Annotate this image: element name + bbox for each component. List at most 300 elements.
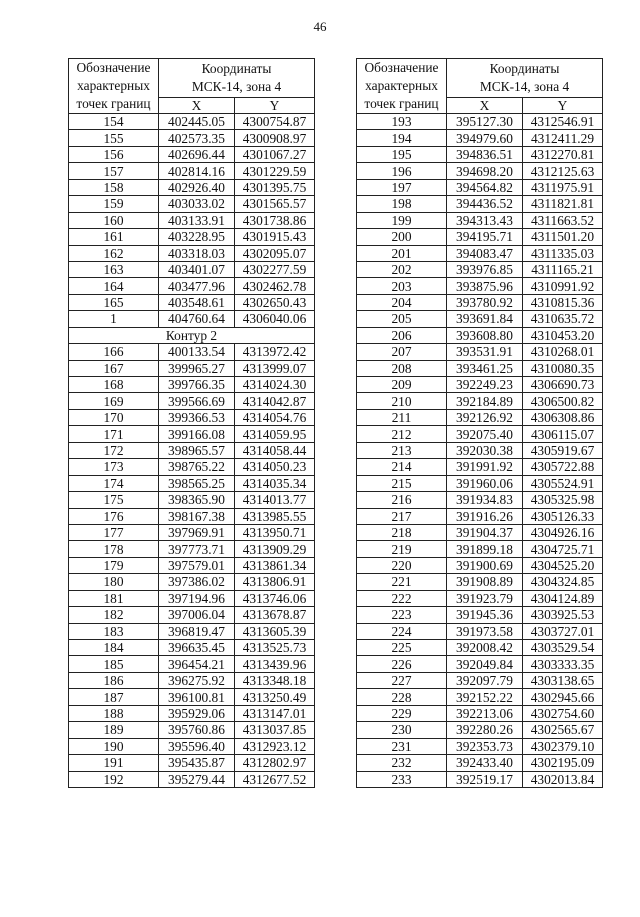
point-number-cell: 229 (357, 705, 447, 721)
x-header: X (447, 97, 523, 113)
table-row (357, 574, 603, 590)
point-number-cell: 199 (357, 212, 447, 228)
point-number-cell: 226 (357, 656, 447, 672)
point-number-cell: 159 (69, 196, 159, 212)
point-number-cell: 169 (69, 393, 159, 409)
point-number-cell: 162 (69, 245, 159, 261)
y-coordinate-cell: 4302945.66 (523, 689, 603, 705)
y-coordinate-cell: 4305524.91 (523, 475, 603, 491)
table-row (357, 311, 603, 327)
y-coordinate-cell: 4314050.23 (235, 459, 315, 475)
x-coordinate-cell: 398765.22 (159, 459, 235, 475)
table-row (69, 557, 315, 573)
y-coordinate-cell: 4313746.06 (235, 590, 315, 606)
point-number-cell: 213 (357, 442, 447, 458)
y-coordinate-cell: 4314059.95 (235, 426, 315, 442)
y-coordinate-cell: 4312923.12 (235, 738, 315, 754)
x-coordinate-cell: 393875.96 (447, 278, 523, 294)
table-row (69, 360, 315, 376)
table-row (69, 294, 315, 310)
y-coordinate-cell: 4305919.67 (523, 442, 603, 458)
point-number-cell: 215 (357, 475, 447, 491)
y-header: Y (235, 97, 315, 113)
header-line: характерных (365, 78, 438, 93)
table-row (69, 212, 315, 228)
x-coordinate-cell: 395127.30 (447, 114, 523, 130)
point-number-cell: 230 (357, 722, 447, 738)
point-number-cell: 193 (357, 114, 447, 130)
y-coordinate-cell: 4302650.43 (235, 294, 315, 310)
x-coordinate-cell: 395929.06 (159, 705, 235, 721)
y-coordinate-cell: 4313806.91 (235, 574, 315, 590)
table-row (69, 409, 315, 425)
point-number-cell: 185 (69, 656, 159, 672)
point-number-cell: 195 (357, 146, 447, 162)
point-number-cell: 201 (357, 245, 447, 261)
point-number-cell: 217 (357, 508, 447, 524)
table-row (69, 574, 315, 590)
point-number-cell: 216 (357, 492, 447, 508)
x-coordinate-cell: 396819.47 (159, 623, 235, 639)
table-row (69, 623, 315, 639)
table-row (357, 722, 603, 738)
y-coordinate-cell: 4312802.97 (235, 755, 315, 771)
header-line: Координаты (489, 60, 560, 76)
point-number-cell: 209 (357, 377, 447, 393)
point-number-cell: 155 (69, 130, 159, 146)
x-coordinate-cell: 394083.47 (447, 245, 523, 261)
x-coordinate-cell: 398167.38 (159, 508, 235, 524)
y-coordinate-cell: 4311501.20 (523, 229, 603, 245)
x-coordinate-cell: 392184.89 (447, 393, 523, 409)
x-coordinate-cell: 394979.60 (447, 130, 523, 146)
table-row (357, 442, 603, 458)
x-coordinate-cell: 391916.26 (447, 508, 523, 524)
table-row (357, 426, 603, 442)
point-number-cell: 187 (69, 689, 159, 705)
table-row (69, 755, 315, 771)
point-number-cell: 208 (357, 360, 447, 376)
table-row (357, 212, 603, 228)
x-coordinate-cell: 392353.73 (447, 738, 523, 754)
y-coordinate-cell: 4304324.85 (523, 574, 603, 590)
point-number-cell: 182 (69, 607, 159, 623)
point-number-cell: 204 (357, 294, 447, 310)
section-row (69, 327, 315, 343)
point-number-cell: 220 (357, 557, 447, 573)
point-number-cell: 173 (69, 459, 159, 475)
point-number-cell: 163 (69, 261, 159, 277)
y-coordinate-cell: 4310268.01 (523, 344, 603, 360)
y-coordinate-cell: 4301067.27 (235, 146, 315, 162)
x-coordinate-cell: 392030.38 (447, 442, 523, 458)
y-coordinate-cell: 4302013.84 (523, 771, 603, 787)
x-coordinate-cell: 403033.02 (159, 196, 235, 212)
y-coordinate-cell: 4314035.34 (235, 475, 315, 491)
point-number-cell: 158 (69, 179, 159, 195)
x-coordinate-cell: 394436.52 (447, 196, 523, 212)
point-number-cell: 211 (357, 409, 447, 425)
y-coordinate-cell: 4301395.75 (235, 179, 315, 195)
y-coordinate-cell: 4313985.55 (235, 508, 315, 524)
point-number-cell: 175 (69, 492, 159, 508)
y-coordinate-cell: 4304124.89 (523, 590, 603, 606)
x-coordinate-cell: 399166.08 (159, 426, 235, 442)
x-coordinate-cell: 394698.20 (447, 163, 523, 179)
table-row (69, 705, 315, 721)
point-number-cell: 223 (357, 607, 447, 623)
y-coordinate-cell: 4304926.16 (523, 524, 603, 540)
table-row (69, 229, 315, 245)
point-designation-header (357, 59, 447, 114)
y-coordinate-cell: 4302754.60 (523, 705, 603, 721)
point-number-cell: 166 (69, 344, 159, 360)
x-header: X (159, 97, 235, 113)
y-coordinate-cell: 4301229.59 (235, 163, 315, 179)
table-row (69, 278, 315, 294)
coordinates-table-left (68, 58, 315, 788)
point-number-cell: 1 (69, 311, 159, 327)
header-line: точек границ (76, 96, 151, 111)
x-coordinate-cell: 398365.90 (159, 492, 235, 508)
header-line: МСК-14, зона 4 (191, 78, 282, 94)
point-number-cell: 174 (69, 475, 159, 491)
y-coordinate-cell: 4302462.78 (235, 278, 315, 294)
y-coordinate-cell: 4313439.96 (235, 656, 315, 672)
table-row (357, 590, 603, 606)
x-coordinate-cell: 392249.23 (447, 377, 523, 393)
table-row (357, 705, 603, 721)
x-coordinate-cell: 391899.18 (447, 541, 523, 557)
y-coordinate-cell: 4302095.07 (235, 245, 315, 261)
y-coordinate-cell: 4311335.03 (523, 245, 603, 261)
x-coordinate-cell: 392126.92 (447, 409, 523, 425)
x-coordinate-cell: 393976.85 (447, 261, 523, 277)
x-coordinate-cell: 391923.79 (447, 590, 523, 606)
y-coordinate-cell: 4313147.01 (235, 705, 315, 721)
coordinates-header (447, 59, 603, 98)
y-coordinate-cell: 4312677.52 (235, 771, 315, 787)
table-row (69, 508, 315, 524)
x-coordinate-cell: 392075.40 (447, 426, 523, 442)
y-coordinate-cell: 4313037.85 (235, 722, 315, 738)
table-row (69, 311, 315, 327)
point-number-cell: 231 (357, 738, 447, 754)
y-coordinate-cell: 4306308.86 (523, 409, 603, 425)
y-coordinate-cell: 4302277.59 (235, 261, 315, 277)
table-row (69, 607, 315, 623)
table-row (69, 261, 315, 277)
table-row (357, 771, 603, 787)
table-row (69, 442, 315, 458)
x-coordinate-cell: 393461.25 (447, 360, 523, 376)
table-row (69, 245, 315, 261)
y-coordinate-cell: 4313972.42 (235, 344, 315, 360)
x-coordinate-cell: 399965.27 (159, 360, 235, 376)
x-coordinate-cell: 402445.05 (159, 114, 235, 130)
table-row (357, 656, 603, 672)
point-number-cell: 200 (357, 229, 447, 245)
y-coordinate-cell: 4304525.20 (523, 557, 603, 573)
table-row (69, 426, 315, 442)
table-row (357, 459, 603, 475)
table-row (357, 689, 603, 705)
page-number: 46 (313, 19, 327, 34)
x-coordinate-cell: 392152.22 (447, 689, 523, 705)
y-coordinate-cell: 4300908.97 (235, 130, 315, 146)
point-number-cell: 218 (357, 524, 447, 540)
table-row (69, 393, 315, 409)
y-coordinate-cell: 4314024.30 (235, 377, 315, 393)
point-number-cell: 212 (357, 426, 447, 442)
x-coordinate-cell: 398565.25 (159, 475, 235, 491)
point-number-cell: 172 (69, 442, 159, 458)
y-coordinate-cell: 4303333.35 (523, 656, 603, 672)
coordinates-table-right (356, 58, 603, 788)
point-number-cell: 176 (69, 508, 159, 524)
y-coordinate-cell: 4310991.92 (523, 278, 603, 294)
y-coordinate-cell: 4310453.20 (523, 327, 603, 343)
x-coordinate-cell: 402696.44 (159, 146, 235, 162)
point-number-cell: 224 (357, 623, 447, 639)
x-coordinate-cell: 394564.82 (447, 179, 523, 195)
table-row (69, 344, 315, 360)
x-coordinate-cell: 394836.51 (447, 146, 523, 162)
x-coordinate-cell: 399366.53 (159, 409, 235, 425)
x-coordinate-cell: 391934.83 (447, 492, 523, 508)
table-row (357, 179, 603, 195)
x-coordinate-cell: 396275.92 (159, 672, 235, 688)
y-coordinate-cell: 4312546.91 (523, 114, 603, 130)
table-row (69, 492, 315, 508)
x-coordinate-cell: 397194.96 (159, 590, 235, 606)
table-row (357, 377, 603, 393)
x-coordinate-cell: 392280.26 (447, 722, 523, 738)
table-row (69, 377, 315, 393)
point-number-cell: 232 (357, 755, 447, 771)
table-row (69, 771, 315, 787)
x-coordinate-cell: 397773.71 (159, 541, 235, 557)
table-row (357, 261, 603, 277)
x-coordinate-cell: 393780.92 (447, 294, 523, 310)
point-number-cell: 160 (69, 212, 159, 228)
x-coordinate-cell: 391908.89 (447, 574, 523, 590)
header-line: Обозначение (76, 60, 151, 75)
y-coordinate-cell: 4310080.35 (523, 360, 603, 376)
x-coordinate-cell: 393531.91 (447, 344, 523, 360)
point-number-cell: 186 (69, 672, 159, 688)
table-row (357, 294, 603, 310)
x-coordinate-cell: 397386.02 (159, 574, 235, 590)
y-coordinate-cell: 4311975.91 (523, 179, 603, 195)
y-coordinate-cell: 4304725.71 (523, 541, 603, 557)
point-number-cell: 207 (357, 344, 447, 360)
table-row (69, 196, 315, 212)
table-row (357, 623, 603, 639)
y-coordinate-cell: 4302379.10 (523, 738, 603, 754)
x-coordinate-cell: 403548.61 (159, 294, 235, 310)
y-coordinate-cell: 4303925.53 (523, 607, 603, 623)
x-coordinate-cell: 391973.58 (447, 623, 523, 639)
y-coordinate-cell: 4303529.54 (523, 640, 603, 656)
x-coordinate-cell: 398965.57 (159, 442, 235, 458)
point-number-cell: 191 (69, 755, 159, 771)
point-number-cell: 203 (357, 278, 447, 294)
point-number-cell: 202 (357, 261, 447, 277)
coordinates-header (159, 59, 315, 98)
y-coordinate-cell: 4302565.67 (523, 722, 603, 738)
y-coordinate-cell: 4314013.77 (235, 492, 315, 508)
table-row (357, 278, 603, 294)
table-row (357, 393, 603, 409)
x-coordinate-cell: 404760.64 (159, 311, 235, 327)
point-number-cell: 170 (69, 409, 159, 425)
point-number-cell: 197 (357, 179, 447, 195)
x-coordinate-cell: 391991.92 (447, 459, 523, 475)
table-row (357, 130, 603, 146)
x-coordinate-cell: 391904.37 (447, 524, 523, 540)
point-number-cell: 233 (357, 771, 447, 787)
table-row (69, 475, 315, 491)
table-row (69, 656, 315, 672)
point-number-cell: 168 (69, 377, 159, 393)
point-number-cell: 180 (69, 574, 159, 590)
y-coordinate-cell: 4303138.65 (523, 672, 603, 688)
table-row (69, 590, 315, 606)
header-line: точек границ (364, 96, 439, 111)
point-number-cell: 228 (357, 689, 447, 705)
table-row (69, 163, 315, 179)
table-row (357, 640, 603, 656)
table-row (357, 524, 603, 540)
point-number-cell: 188 (69, 705, 159, 721)
point-number-cell: 156 (69, 146, 159, 162)
y-coordinate-cell: 4311821.81 (523, 196, 603, 212)
point-number-cell: 189 (69, 722, 159, 738)
x-coordinate-cell: 400133.54 (159, 344, 235, 360)
point-number-cell: 194 (357, 130, 447, 146)
y-coordinate-cell: 4300754.87 (235, 114, 315, 130)
point-number-cell: 196 (357, 163, 447, 179)
table-row (357, 196, 603, 212)
point-number-cell: 184 (69, 640, 159, 656)
table-row (69, 524, 315, 540)
x-coordinate-cell: 394313.43 (447, 212, 523, 228)
x-coordinate-cell: 397969.91 (159, 524, 235, 540)
y-coordinate-cell: 4310815.36 (523, 294, 603, 310)
y-coordinate-cell: 4311663.52 (523, 212, 603, 228)
y-coordinate-cell: 4313950.71 (235, 524, 315, 540)
x-coordinate-cell: 392008.42 (447, 640, 523, 656)
table-row (69, 722, 315, 738)
x-coordinate-cell: 395760.86 (159, 722, 235, 738)
x-coordinate-cell: 392519.17 (447, 771, 523, 787)
y-coordinate-cell: 4306690.73 (523, 377, 603, 393)
table-row (69, 114, 315, 130)
table-row (69, 179, 315, 195)
table-row (357, 508, 603, 524)
table-row (69, 146, 315, 162)
x-coordinate-cell: 402926.40 (159, 179, 235, 195)
point-number-cell: 154 (69, 114, 159, 130)
x-coordinate-cell: 403401.07 (159, 261, 235, 277)
x-coordinate-cell: 393608.80 (447, 327, 523, 343)
x-coordinate-cell: 402573.35 (159, 130, 235, 146)
y-coordinate-cell: 4306500.82 (523, 393, 603, 409)
x-coordinate-cell: 403228.95 (159, 229, 235, 245)
table-row (357, 738, 603, 754)
y-coordinate-cell: 4302195.09 (523, 755, 603, 771)
table-row (357, 163, 603, 179)
x-coordinate-cell: 392433.40 (447, 755, 523, 771)
table-row (69, 738, 315, 754)
point-number-cell: 183 (69, 623, 159, 639)
point-number-cell: 179 (69, 557, 159, 573)
point-number-cell: 225 (357, 640, 447, 656)
x-coordinate-cell: 392049.84 (447, 656, 523, 672)
table-row (69, 689, 315, 705)
table-row (69, 541, 315, 557)
table-row (357, 672, 603, 688)
table-row (357, 344, 603, 360)
x-coordinate-cell: 396635.45 (159, 640, 235, 656)
point-number-cell: 167 (69, 360, 159, 376)
x-coordinate-cell: 399566.69 (159, 393, 235, 409)
y-coordinate-cell: 4313348.18 (235, 672, 315, 688)
table-row (357, 146, 603, 162)
x-coordinate-cell: 395435.87 (159, 755, 235, 771)
table-row (357, 557, 603, 573)
table-row (357, 327, 603, 343)
x-coordinate-cell: 394195.71 (447, 229, 523, 245)
table-row (357, 475, 603, 491)
x-coordinate-cell: 403318.03 (159, 245, 235, 261)
table-row (69, 640, 315, 656)
x-coordinate-cell: 392213.06 (447, 705, 523, 721)
table-row (357, 541, 603, 557)
table-row (357, 409, 603, 425)
y-coordinate-cell: 4313678.87 (235, 607, 315, 623)
y-coordinate-cell: 4313909.29 (235, 541, 315, 557)
x-coordinate-cell: 397006.04 (159, 607, 235, 623)
table-row (69, 459, 315, 475)
y-coordinate-cell: 4305126.33 (523, 508, 603, 524)
table-row (69, 672, 315, 688)
y-coordinate-cell: 4312411.29 (523, 130, 603, 146)
point-number-cell: 178 (69, 541, 159, 557)
y-coordinate-cell: 4312125.63 (523, 163, 603, 179)
point-number-cell: 165 (69, 294, 159, 310)
x-coordinate-cell: 403477.96 (159, 278, 235, 294)
point-number-cell: 177 (69, 524, 159, 540)
point-designation-header (69, 59, 159, 114)
point-number-cell: 171 (69, 426, 159, 442)
point-number-cell: 157 (69, 163, 159, 179)
x-coordinate-cell: 403133.91 (159, 212, 235, 228)
point-number-cell: 210 (357, 393, 447, 409)
point-number-cell: 190 (69, 738, 159, 754)
point-number-cell: 205 (357, 311, 447, 327)
table-row (357, 245, 603, 261)
point-number-cell: 221 (357, 574, 447, 590)
point-number-cell: 192 (69, 771, 159, 787)
y-coordinate-cell: 4314054.76 (235, 409, 315, 425)
x-coordinate-cell: 391900.69 (447, 557, 523, 573)
header-line: характерных (77, 78, 150, 93)
table-row (69, 130, 315, 146)
y-coordinate-cell: 4313525.73 (235, 640, 315, 656)
x-coordinate-cell: 391960.06 (447, 475, 523, 491)
